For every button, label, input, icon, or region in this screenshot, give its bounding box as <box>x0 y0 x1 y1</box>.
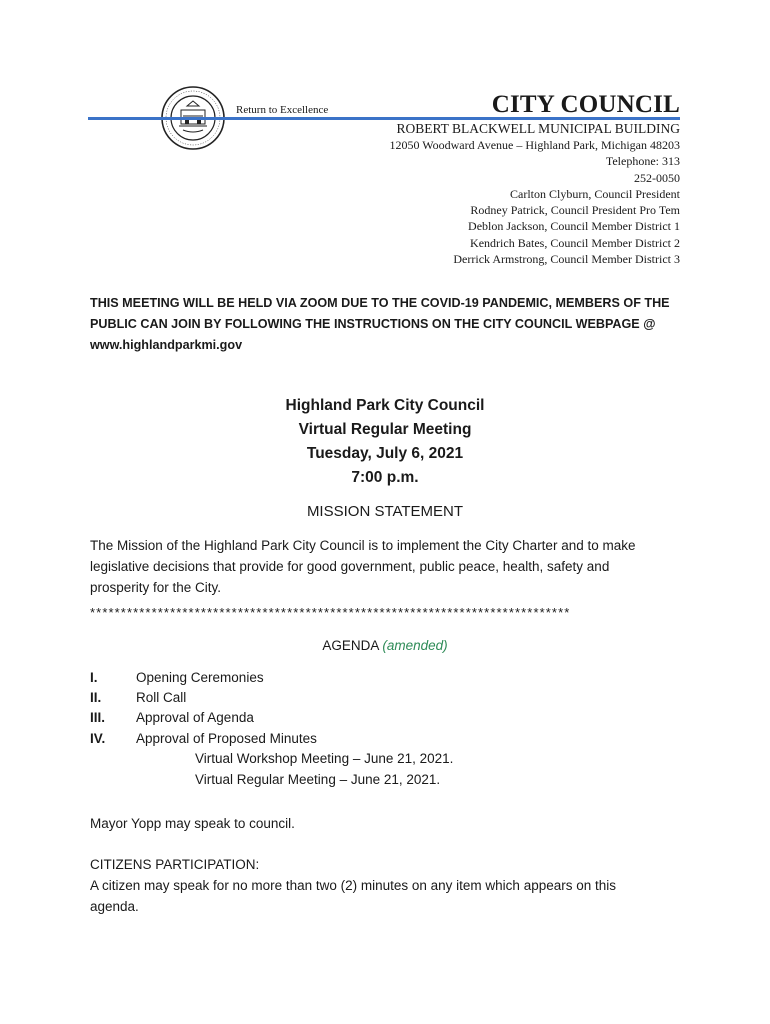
agenda-item-number: IV. <box>90 731 106 746</box>
notice-line: PUBLIC CAN JOIN BY FOLLOWING THE INSTRUCTIONS ON THE CITY COUNCIL WEBPAGE @ <box>90 317 656 331</box>
notice-line: THIS MEETING WILL BE HELD VIA ZOOM DUE TO THE COVID-19 PANDEMIC, MEMBERS OF THE <box>90 296 670 310</box>
agenda-item-number: II. <box>90 690 102 705</box>
mission-heading: MISSION STATEMENT <box>306 503 464 520</box>
notice-website-link[interactable]: www.highlandparkmi.gov <box>90 338 243 352</box>
citizens-participation <box>90 854 680 917</box>
agenda-title: AGENDA <box>322 638 379 653</box>
amended-label: (amended) <box>382 638 448 653</box>
zoom-notice <box>90 293 690 356</box>
mission-statement <box>90 535 680 598</box>
meeting-time: 7:00 p.m. <box>351 469 419 486</box>
agenda-item-label: Roll Call <box>136 690 187 705</box>
council-member: Derrick Armstrong, Council Member District 3 <box>453 252 680 267</box>
mayor-note: Mayor Yopp may speak to council. <box>90 816 295 831</box>
separator-asterisks: ****************************************************************************** <box>90 605 571 620</box>
mission-line: legislative decisions that provide for good government, public peace, health, safety and <box>90 559 610 574</box>
council-member: Carlton Clyburn, Council President <box>510 186 680 201</box>
meeting-date: Tuesday, July 6, 2021 <box>306 445 464 462</box>
page-title: CITY COUNCIL <box>491 91 680 118</box>
citizens-line: agenda. <box>90 899 139 914</box>
agenda-item-label: Approval of Proposed Minutes <box>136 731 317 746</box>
agenda-item-label: Approval of Agenda <box>136 710 254 725</box>
telephone-number-line: 252-0050 <box>634 170 680 185</box>
citizens-heading: CITIZENS PARTICIPATION: <box>90 857 260 872</box>
council-member: Kendrich Bates, Council Member District 2 <box>470 235 680 250</box>
building-name: ROBERT BLACKWELL MUNICIPAL BUILDING <box>396 121 680 136</box>
minutes-sub-item: Virtual Workshop Meeting – June 21, 2021. <box>195 751 454 766</box>
citizens-line: A citizen may speak for no more than two (2) minutes on any item which appears on this <box>90 878 617 893</box>
agenda-item-number: I. <box>90 670 98 685</box>
address-line: 12050 Woodward Avenue – Highland Park, Michigan 48203 <box>389 138 680 152</box>
contact-block <box>389 137 680 267</box>
agenda-item-number: III. <box>90 710 106 725</box>
council-member: Deblon Jackson, Council Member District 1 <box>468 219 680 234</box>
telephone-line: Telephone: 313 <box>605 154 680 169</box>
minutes-sub-item: Virtual Regular Meeting – June 21, 2021. <box>195 772 441 787</box>
mission-line: The Mission of the Highland Park City Council is to implement the City Charter and to make <box>90 538 636 553</box>
mission-line: prosperity for the City. <box>90 580 222 595</box>
return-to-excellence-tagline: Return to Excellence <box>236 104 329 116</box>
agenda-item-label: Opening Ceremonies <box>136 670 264 685</box>
meeting-name: Highland Park City Council <box>285 397 485 414</box>
council-member: Rodney Patrick, Council President Pro Tem <box>470 203 680 218</box>
agenda-heading <box>0 638 770 653</box>
meeting-type: Virtual Regular Meeting <box>298 421 472 438</box>
